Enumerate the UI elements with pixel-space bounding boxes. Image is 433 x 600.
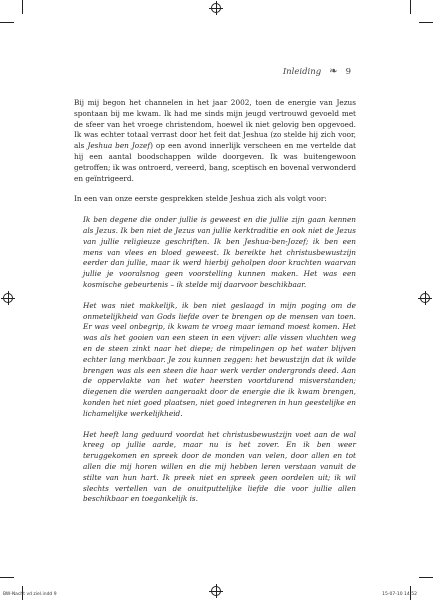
registration-mark-top (211, 3, 221, 13)
slug-file: BW-Nacht vd ziel.indd 9 (3, 592, 57, 597)
running-head (283, 66, 351, 77)
page-number: 9 (345, 66, 351, 77)
crop-mark (0, 577, 14, 578)
quote-paragraph-1: Ik ben degene die onder jullie is geweest en die jullie zijn gaan kennen als Jezus. Ik ben niet de Jezus van jullie kerktraditie en ook niet de Jezus van jullie religieuze geschriften. Ik ben Jeshua-ben-Jozef; ik ben een mens van vlees en bloed geweest. Ik bereikte het christusbewustzijn eerder dan jullie, maar ik werd hierbij geholpen door krachten waarvan jullie je vooralsnog geen voorstelling kunnen maken. Het was een kosmische gebeurtenis – ik stelde mij daarvoor beschikbaar. (83, 215, 356, 289)
registration-mark-right (420, 293, 430, 303)
crop-mark (419, 22, 433, 23)
block-quote (74, 215, 356, 505)
fleuron-icon: ❧ (329, 66, 338, 77)
quote-paragraph-2: Het was niet makkelijk, ik ben niet geslaagd in mijn poging om de onmetelijkheid van Gods liefde over te brengen op de mensen van toen. Er was veel onbegrip, ik kwam te vroeg maar iemand moest komen. Het was als het gooien van een steen in een vijver: alle vissen vluchten weg en de steen zinkt naar het diepe; de rimpelingen op het water blijven echter lang merkbaar. Je zou kunnen zeggen: het bewustzijn dat ik wilde brengen was als een steen die haar werk verder ondergronds deed. Aan de oppervlakte van het water heersten voortdurend misverstanden; diegenen die werden aangeraakt door de energie die ik kwam brengen, konden het niet goed plaatsen, niet goed integreren in hun geestelijke en lichamelijke werkelijkheid. (83, 300, 356, 418)
section-title: Inleiding (282, 66, 322, 77)
quote-paragraph-3: Het heeft lang geduurd voordat het christusbewustzijn voet aan de wal kreeg op jullie aarde, maar nu is het zover. En ik ben weer teruggekomen en spreek door de monden van velen, door allen en tot allen die mij horen willen en die mij hebben leren verstaan vanuit de stilte van hun hart. Ik preek niet en spreek geen oordelen uit; ik wil slechts vertellen van de onuitputtelijke liefde die voor jullie allen beschikbaar en toegankelijk is. (83, 429, 356, 504)
paragraph-intro: Bij mij begon het channelen in het jaar 2002, toen de energie van Jezus spontaan bij me kwam. Ik had me sinds mijn jeugd vertrouwd gevoeld met de sfeer van het vroege christendom, hoewel ik niet gelovig ben opgevoed. Ik was echter totaal verrast door het feit dat Jeshua (zo stelde hij zich voor, als Jeshua ben Jozef) op een avond innerlijk verscheen en me vertelde dat hij een aantal boodschappen wilde doorgeven. Ik was buitengewoon getroffen; ik was ontroerd, vereerd, bang, sceptisch en bovenal verwonderd en geïntrigeerd. (74, 98, 356, 183)
emphasis-name: Jeshua ben Jozef (87, 141, 151, 151)
crop-mark (22, 0, 23, 14)
registration-mark-left (3, 293, 13, 303)
paragraph-lead-in: In een van onze eerste gesprekken stelde Jeshua zich als volgt voor: (74, 194, 327, 204)
slug-date: 15-07-10 14:52 (382, 592, 417, 597)
crop-mark (419, 577, 433, 578)
registration-mark-bottom (211, 586, 221, 596)
body-text (74, 98, 356, 515)
crop-mark (410, 0, 411, 14)
crop-mark (0, 22, 14, 23)
